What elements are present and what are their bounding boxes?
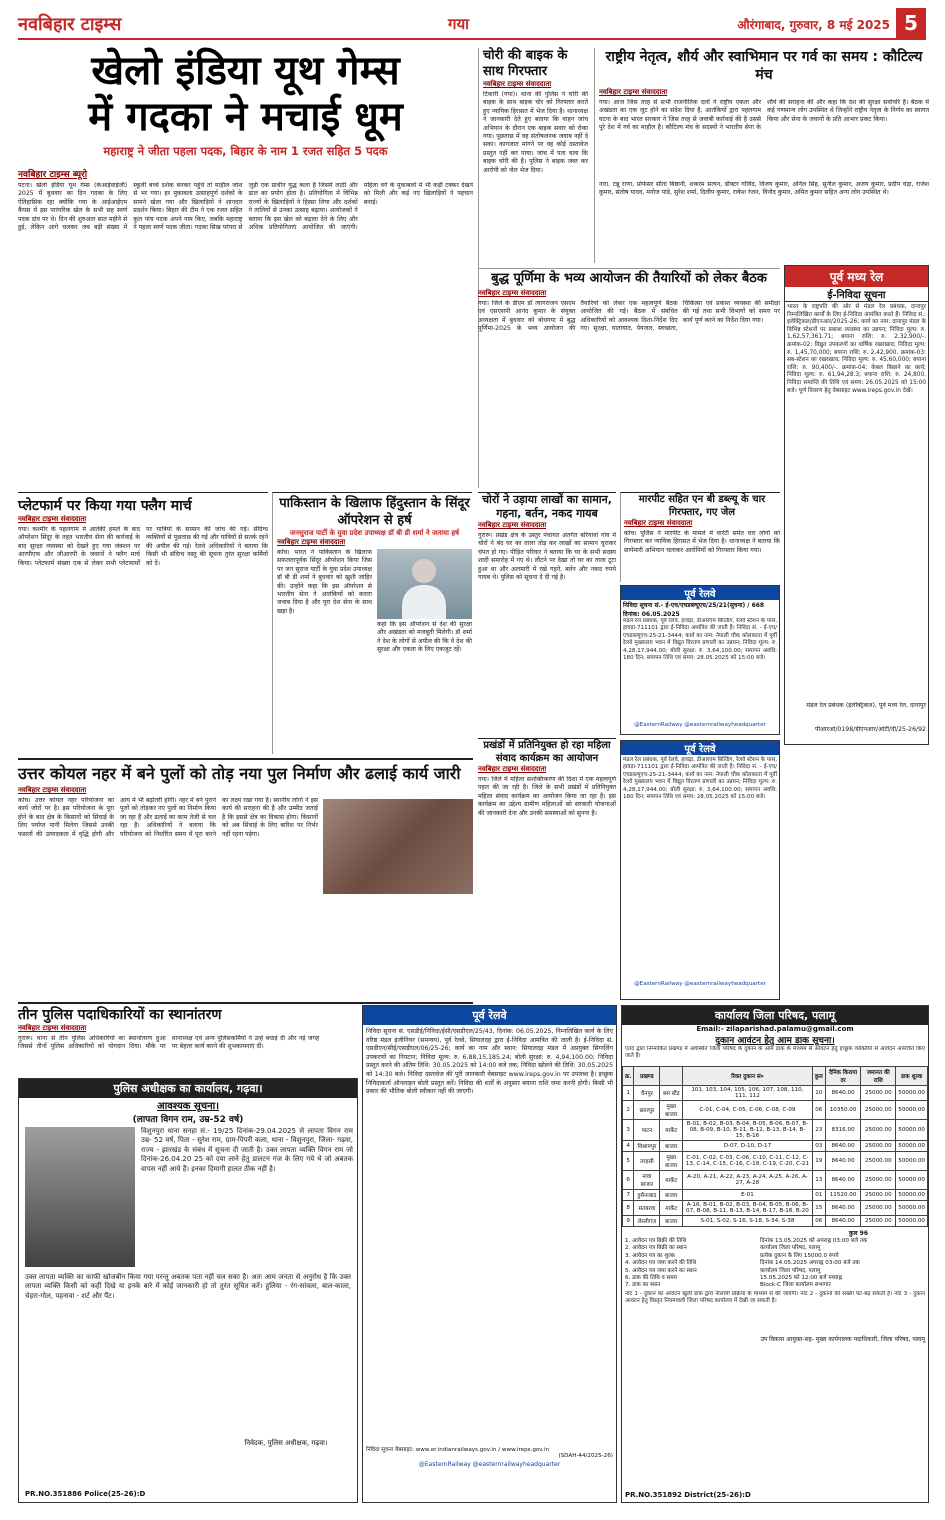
table-cell: 25000.00: [861, 1101, 896, 1120]
lead-subhead: महाराष्ट्र ने जीता पहला पदक, बिहार के नाम 1 रजत सहित 5 पदक: [103, 144, 388, 158]
canal-headline: उत्तर कोयल नहर में बने पुलों को तोड़ नया पुल निर्माण और ढलाई कार्य जारी: [18, 764, 461, 783]
table-cell: मुख्य बाजार: [660, 1152, 683, 1171]
er1-date: दिनांक: 06.05.2025: [623, 611, 680, 618]
table-cell: बस स्टैंड: [660, 1086, 683, 1101]
table-header: कुल: [812, 1067, 825, 1086]
table-cell: C-01, C-04, C-05, C-06, C-08, C-09: [683, 1101, 813, 1120]
er1b-body: मंडल रेल प्रबंधक, पूर्व रेलवे, हावड़ा, डीआरएम बिल्डिंग, रेलवे स्टेशन के पास, हावड़ा-711101 द्वारा ई-निविदा आमंत्रित की जाती है। निविदा सं. - ई-एच/एचडब्ल्यूएच-25-21-3444; कार्य का नाम: नेपाली चौक कोलकाता में पूर्वी रेलवे मुख्यालय भवन में विद्युत विरतण प्रणाली का उन्नयन; निविदा मूल्य: रु. 4,28,17,944.00; बोली सुरक्षा: रु. 3,64,100.00; समापन अवधि: 180 दिन; समापन तिथि एवं समय: 28.05.2025 को 15:00 बजे।: [623, 757, 777, 801]
person-icon: [412, 559, 436, 583]
table-cell: 50000.00: [896, 1190, 928, 1201]
palamu-schedule: [622, 1237, 928, 1291]
schedule-label: 7. डाक का स्थान: [625, 1282, 661, 1289]
table-cell: 8640.00: [825, 1152, 861, 1171]
missing-pr: PR.NO.351886 Police(25-26):D: [25, 1490, 146, 1498]
palamu-total: कुल 96: [848, 1230, 868, 1237]
missing-person-ad: [18, 1078, 358, 1503]
er2-pr: (SDAH-44/2025-26): [558, 1453, 613, 1459]
table-cell: 25000.00: [861, 1201, 896, 1216]
canal-story: [18, 758, 473, 998]
table-cell: 8640.00: [825, 1086, 861, 1101]
table-row: [623, 1086, 928, 1101]
table-cell: 01: [812, 1190, 825, 1201]
pakistan-headline: पाकिस्तान के खिलाफ हिंदुस्तान के सिंदूर ऑपरेशन से हर्ष: [279, 496, 470, 528]
schedule-value: दिनांक 13.05.2025 को अपराह्न 03:00 बजे तक: [760, 1238, 868, 1244]
leadership-headline: राष्ट्रीय नेतृत्व, शौर्य और स्वाभिमान पर गर्व का समय : कौटिल्य मंच: [605, 49, 923, 83]
table-cell: A-20, A-21, A-22, A-23, A-24, A-25, A-26, A-27, A-28: [683, 1171, 813, 1190]
arrest-body: कोंच। पुलिस ने मारपीट के मामले में वारंटी समेत चार लोगों को गिरफ्तार कर न्यायिक हिरासत में भेज दिया है। थानाध्यक्ष ने बताया कि छापेमारी अभियान चलाकर आरोपियों को गिरफ्तार किया गया।: [624, 530, 780, 554]
table-cell: 8316.00: [825, 1120, 861, 1141]
eastern-railway-ad-2: [362, 1005, 617, 1503]
table-cell: 7: [623, 1190, 634, 1201]
platform-body: गया। कश्मीर के पहलगाम में आतंकी हमले के बाद ऑपरेशन सिंदूर के तहत भारतीय सेना की कार्रवाई के बाद सुरक्षा व्यवस्था को देखते हुए गया जंक्शन पर आरपीएफ और जीआरपी के जवानों ने फ्लैग मार्च किया। प्लेटफार्म संख्या एक से लेकर सभी प्लेटफार्मों पर यात्रियों के सामान की जांच की गई। संदिग्ध व्यक्तियों से पूछताछ की गई और यात्रियों से सतर्क रहने की अपील की गई। रेलवे अधिकारियों ने बताया कि किसी भी संदिग्ध वस्तु की सूचना तुरंत सुरक्षा कर्मियों को दें।: [18, 526, 268, 567]
table-row: [623, 1216, 928, 1227]
arrest-headline: मारपीट सहित एन बी डब्ल्यू के चार गिरफ्तार, गए जेल: [638, 494, 766, 518]
table-cell: 50000.00: [896, 1171, 928, 1190]
theft-body: गुरारू। प्रखंड क्षेत्र के उस्तुर पंचायत अंतर्गत बरियावां गांव में चोरों ने बंद घर का ताला तोड़ कर लाखों का सामान चुराकर चंपत हो गए। पीड़ित परिवार ने बताया कि घर के सभी सदस्य शादी समारोह में गए थे। लौटने पर देखा तो घर का ताला टूटा हुआ था और अलमारी में रखे गहने, बर्तन और नकद रुपये गायब थे। पुलिस को सूचना दे दी गई है।: [478, 532, 616, 582]
table-cell: 03: [812, 1141, 825, 1152]
table-row: [623, 1152, 928, 1171]
table-cell: हुसैनाबाद: [634, 1190, 660, 1201]
schedule-label: 6. डाक की तिथि व समय: [625, 1275, 677, 1282]
palamu-office: कार्यालय जिला परिषद, पलामू: [622, 1006, 928, 1025]
schedule-row: [625, 1268, 925, 1275]
leadership-names: नारा, टन्नू राणा, प्रोफेसर सीता बिष्ठानी, शकरम सत्यन, डॉक्टर गोविंद, विजय कुमार, अनिल सिंह, सुनील कुमार, अजय कुमार, प्रदीप चंद्रा, राजेश कुमार, संतोष यादव, मनोज पांडे, सुरेश शर्मा, दिलीप कुमार, राकेश रंजन, विनोद कुमार, अमित कुमार सहित अन्य लोग उपस्थित थे।: [599, 181, 929, 197]
table-cell: E-01: [683, 1190, 813, 1201]
er1-body: मंडल रेल प्रबंधक, पूर्व रेलवे, हावड़ा, डीआरएम बिल्डिंग, रेलवे स्टेशन के पास, हावड़ा-711101 द्वारा ई-निविदा आमंत्रित की जाती है। निविदा सं. - ई-एच/एचडब्ल्यूएच-25-21-3444; कार्य का नाम: नेपाली चौक कोलकाता में पूर्वी रेलवे मुख्यालय भवन में विद्युत विरतण प्रणाली का उन्नयन; निविदा मूल्य: रु. 4,28,17,944.00; बोली सुरक्षा: रु. 3,64,100.00; समापन अवधि: 180 दिन; समापन तिथि एवं समय: 28.05.2025 को 15:00 बजे।: [623, 618, 777, 662]
table-header: दैनिक किराया दर: [825, 1067, 861, 1086]
buddha-body: गया। जिले के डीएम डॉ त्यागराजन एसएम एवं एसएसपी आनंद कुमार के संयुक्त अध्यक्षता में बुधवार को बोधगया में बुद्ध पूर्णिमा-2025 के भव्य आयोजन की तैयारियों को लेकर एक महत्वपूर्ण बैठक आयोजित की गई। बैठक में संबंधित अधिकारियों को आवश्यक दिशा-निर्देश दिए गए। सुरक्षा, यातायात, पेयजल, स्वच्छता, चिकित्सा एवं प्रकाश व्यवस्था की समीक्षा की गई तथा सभी विभागों को समय पर कार्य पूर्ण करने का निर्देश दिया गया।: [478, 300, 780, 333]
table-cell: छतरपुर: [634, 1101, 660, 1120]
table-cell: 5: [623, 1152, 634, 1171]
table-cell: C-01, C-02, C-03, C-06, C-10, C-11, C-12, C-13, C-14, C-15, C-16, C-18, C-19, C-20, C-21: [683, 1152, 813, 1171]
schedule-row: [625, 1260, 925, 1267]
table-cell: मार्केट: [660, 1201, 683, 1216]
schedule-label: 2. आवेदन पत्र बिक्री का स्थान: [625, 1245, 687, 1252]
canal-photo: [323, 799, 473, 894]
er2-footer: @EasternRailway @easternrailwayheadquarter: [418, 1461, 561, 1468]
palamu-ad: [621, 1005, 929, 1503]
table-cell: 2: [623, 1101, 634, 1120]
missing-notice: आवश्यक सूचना।: [156, 1101, 220, 1112]
table-cell: 25000.00: [861, 1152, 896, 1171]
missing-sign: निवेदक, पुलिस अधीक्षक, गढ़वा।: [244, 1439, 328, 1447]
table-cell: 06: [812, 1101, 825, 1120]
palamu-heading: दुकान आवंटन हेतु आम डाक सूचना।: [715, 1036, 835, 1046]
table-row: [623, 1171, 928, 1190]
ecr-body: भारत के राष्ट्रपति की ओर से मंडल रेल प्रबंधक, दानापुर निम्नलिखित कार्यों के लिए ई-निविदा आमंत्रित करते हैं। निविदा सं.: इलेक्ट्रिकल/डीएनआर/2025-26; कार्य का नाम: दानापुर मंडल के विभिन्न स्टेशनों पर प्रकाश व्यवस्था का उन्नयन; निविदा मूल्य: रु. 1,62,57,361.71; बयाना राशि: रु. 2,32,900/-. क्रमांक-02: विद्युत उपकरणों का वार्षिक रखरखाव; निविदा मूल्य: रु. 1,45,70,000; बयाना राशि: रु. 2,42,900. क्रमांक-03: सब-स्टेशन का रखरखाव; निविदा मूल्य: रु. 45,60,000; बयाना राशि: रु. 90,400/-. क्रमांक-04: केबल बिछाने का कार्य; निविदा मूल्य: रु. 61,94,28.3; बयाना राशि: रु. 24,800. निविदा समाप्ति की तिथि एवं समय: 26.05.2025 को 15:00 बजे। पूर्ण विवरण हेतु वेबसाइट www.ireps.gov.in देखें।: [787, 304, 926, 394]
table-cell: बाजार: [660, 1216, 683, 1227]
table-cell: 25000.00: [861, 1190, 896, 1201]
er2-title: पूर्व रेलवे: [363, 1006, 616, 1025]
training-story: [478, 738, 616, 1003]
table-cell: 50000.00: [896, 1201, 928, 1216]
schedule-value: Block-C जिला कार्यालय सभागार: [760, 1282, 831, 1289]
table-cell: 6: [623, 1171, 634, 1190]
table-cell: 25000.00: [861, 1120, 896, 1141]
table-cell: पाटन: [634, 1120, 660, 1141]
table-cell: 3: [623, 1120, 634, 1141]
table-header: [660, 1067, 683, 1086]
table-cell: 8640.00: [825, 1201, 861, 1216]
table-cell: 50000.00: [896, 1216, 928, 1227]
eastern-railway-ad-1: [620, 585, 780, 735]
pakistan-subhead: जनसुराज पार्टी के युवा प्रदेश उपाध्यक्ष डॉ बी डी शर्मा ने जताया हर्ष: [289, 529, 460, 537]
table-cell: सतबरवा: [634, 1201, 660, 1216]
schedule-value: 15.05.2025 को 12:00 बजे मध्याह्न: [760, 1275, 842, 1282]
table-cell: 11520.00: [825, 1190, 861, 1201]
palamu-pr: PR.NO.351892 District(25-26):D: [625, 1491, 751, 1499]
table-cell: A-16, B-01, B-02, B-03, B-04, B-05, B-06, B-07, B-08, B-11, B-13, B-14, B-17, B-18, B-20: [683, 1201, 813, 1216]
buddha-story: [478, 268, 780, 490]
buddha-byline: नवबिहार टाइम्स संवाददाता: [478, 289, 547, 297]
table-cell: 50000.00: [896, 1101, 928, 1120]
table-row: [623, 1190, 928, 1201]
er2-site: निविदा सूचना वेबसाइट: www.er.indianrailways.gov.in / www.ireps.gov.in: [366, 1447, 550, 1453]
er1b-footer: @EasternRailway @easternrailwayheadquarter: [634, 981, 766, 987]
platform-byline: नवबिहार टाइम्स संवाददाता: [18, 515, 87, 523]
schedule-value: कार्यालय जिला परिषद, पलामू: [760, 1245, 821, 1252]
palamu-notes: नोट 1 - दुकान का आवंटन खुली डाक द्वारा नीलामी प्रक्रिया के माध्यम से की जायेगी। नोट 2 - दुकानों की संख्या घट-बढ़ सकती है। नोट 3 - दुकान आवंटन हेतु विस्तृत नियमावली जिला परिषद कार्यालय में देखी जा सकती है।: [625, 1290, 925, 1305]
dateline: औरंगाबाद, गुरुवार, 8 मई 2025: [737, 18, 890, 32]
table-cell: बाजार: [660, 1141, 683, 1152]
table-cell: 4: [623, 1141, 634, 1152]
table-header: रिक्त दुकान सं०: [683, 1067, 813, 1086]
pakistan-story: [272, 492, 472, 754]
table-cell: 25000.00: [861, 1141, 896, 1152]
er1-title: पूर्व रेलवे: [621, 586, 779, 600]
table-cell: चैनपुर: [634, 1086, 660, 1101]
transfer-body: गुरारू। थाना से तीन पुलिस अधिकारियों का स्थानांतरण हुआ जिससे तीनों पुलिस अधिकारियों को योगदान दिया। मौके पर थानाध्यक्ष एवं अन्य पुलिसकर्मियों ने उन्हें बधाई दी और नई जगह पर बेहतर कार्य करने की शुभकामनाएं दीं।: [18, 1035, 320, 1051]
table-header: क्र.: [623, 1067, 634, 1086]
table-cell: 19: [812, 1152, 825, 1171]
er2-body: निविदा सूचना सं. एसडीई/निविदा/ईसी/एसडीएल/25/43, दिनांक: 06.05.2025, निम्नलिखित कार्य के लिए वरिष्ठ मंडल इंजीनियर (समन्वय), पूर्व रेलवे, सियालदह द्वारा ई-निविदा आमंत्रित की जाती है। ई-निविदा सं. एसडीएन/सीई/एसडीएल/06/25-26; कार्य का नाम और स्थान: सियालदह मंडल में अप्रयुक्त सिग्नलिंग उपकरणों का निपटान; निविदा मूल्य: रु. 6,88,15,185.24; बोली सुरक्षा: रु. 4,94,100.00; निविदा प्रस्तुत करने की अंतिम तिथि: 30.05.2025 को 14:00 बजे तक; निविदा खोलने की तिथि: 30.05.2025 को 14:30 बजे। निविदा दस्तावेज की पूरी जानकारी वेबसाइट www.ireps.gov.in पर उपलब्ध है। इच्छुक निविदाकर्ता ऑनलाइन बोली प्रस्तुत करें। निविदा की शर्तों के अनुसार बयाना राशि जमा करनी होगी। किसी भी प्रकार की भौतिक बोली स्वीकार नहीं की जाएगी।: [366, 1028, 613, 1096]
table-cell: 1: [623, 1086, 634, 1101]
pakistan-byline: नवबिहार टाइम्स संवाददाता: [277, 538, 346, 546]
er1b-title: पूर्व रेलवे: [621, 741, 779, 755]
lead-headline-2: में गदका ने मचाई धूम: [88, 94, 403, 140]
palamu-intro: एतद द्वारा निम्नांकित प्रखण्ड में अवस्थित जिला परिषद के दुकान के आम डाक के माध्यम से आवंटन हेतु इच्छुक व्यक्तियों से आवेदन आमंत्रित किए जाते हैं।: [625, 1046, 925, 1060]
table-cell: 8640.00: [825, 1171, 861, 1190]
canal-body: कोंच। उत्तर कोयल नहर परियोजना का कार्य जोरों पर है। इस परियोजना के पूरा होने के बाद क्षेत्र के किसानों को सिंचाई के लिए पर्याप्त पानी मिलेगा जिससे उनकी फसलों की उत्पादकता में वृद्धि होगी और आय में भी बढ़ोतरी होगी। नहर में बने पुराने पुलों को तोड़कर नए पुलों का निर्माण किया जा रहा है और ढलाई का काम तेजी से चल रहा है। अधिकारियों ने बताया कि परियोजना को निर्धारित समय में पूरा करने का लक्ष्य रखा गया है। स्थानीय लोगों ने इस कार्य की सराहना की है और उम्मीद जताई है कि इससे क्षेत्र का विकास होगा। किसानों को अब सिंचाई के लिए बारिश पर निर्भर नहीं रहना पड़ेगा।: [18, 797, 318, 838]
canal-byline: नवबिहार टाइम्स संवाददाता: [18, 786, 87, 794]
ecr-sign: मंडल रेल प्रबंधक (इलेक्ट्रिकल), पूर्व मध्य रेल, दानापुर: [806, 702, 926, 709]
theft-headline: चोरों ने उड़ाया लाखों का सामान, गहना, बर्तन, नकद गायब: [482, 493, 612, 520]
lead-story: [18, 48, 473, 488]
er1-footer: @EasternRailway @easternrailwayheadquarter: [634, 722, 766, 728]
lead-byline: नवबिहार टाइम्स ब्यूरो: [18, 170, 88, 180]
schedule-row: [625, 1282, 925, 1289]
table-cell: तरहसी: [634, 1152, 660, 1171]
transfer-headline: तीन पुलिस पदाधिकारियों का स्थानांतरण: [18, 1007, 222, 1023]
bike-body: टिकारी (गया)। थाना की पुलिस ने चोरी की बाइक के साथ बाइक चोर को गिरफ्तार करते हुए न्यायिक हिरासत में भेज दिया है। थानाध्यक्ष ने जानकारी देते हुए बताया कि वाहन जांच अभियान के दौरान एक बाइक सवार को रोका गया। पूछताछ में वह संतोषजनक जवाब नहीं दे सका। कागजात मांगने पर वह कोई दस्तावेज प्रस्तुत नहीं कर पाया। जांच में पता चला कि बाइक चोरी की है। पुलिस ने बाइक जब्त कर आरोपी को जेल भेज दिया।: [483, 91, 588, 174]
table-cell: 9: [623, 1216, 634, 1227]
portrait-photo: [377, 549, 472, 619]
buddha-headline: बुद्ध पूर्णिमा के भव्य आयोजन की तैयारियों को लेकर बैठक: [491, 271, 767, 286]
table-cell: मार्केट: [660, 1171, 683, 1190]
training-headline: प्रखंडों में प्रतिनियुक्त हो रहा महिला संवाद कार्यक्रम का आयोजन: [483, 740, 611, 764]
table-cell: 25000.00: [861, 1216, 896, 1227]
table-cell: 10: [812, 1086, 825, 1101]
leadership-body: गया। आज जिस तरह से सभी राजनीतिक दलों ने राष्ट्रीय एकता और अखंडता का एक जुट होने का संदेश दिया है, आतंकियों द्वारा पहलगाम घटना के बाद भारत सरकार ने जिस तरह से जवाबी कार्रवाई की है उससे पूरे देश में गर्व का माहौल है। कौटिल्य मंच के सदस्यों ने भारतीय सेना के शौर्य की सराहना की और कहा कि देश की सुरक्षा सर्वोपरि है। बैठक में कई गणमान्य लोग उपस्थित थे जिन्होंने राष्ट्रीय नेतृत्व के निर्णय का स्वागत किया और सेना के जवानों के प्रति आभार प्रकट किया।: [599, 99, 929, 132]
shop-table: [622, 1066, 928, 1227]
table-cell: 8640.00: [825, 1141, 861, 1152]
table-row: [623, 1201, 928, 1216]
palamu-email: Email:- zilaparishad.palamu@gmail.com: [696, 1025, 854, 1033]
lead-body: पटना। खेलो इंडिया यूथ गेम्स (केआईवाईजी) 2025 में बुधवार का दिन गदका के लिए ऐतिहासिक रहा क्योंकि गया के आईआईएम कैंपस में इस पारंपरिक खेल के सभी छह स्वर्ण पदक दांव पर थे। दिन की शुरुआत सात महीने से हुई, लेकिन आगे चलकर जब बड़ी संख्या में स्कूली बच्चे दर्शक बनकर पहुंचे तो माहौल जोश से भर गया। हर मुकाबला उत्साहपूर्ण दर्शकों के सामने खेला गया और खिलाड़ियों ने शानदार प्रदर्शन किया। बिहार की टीम ने एक रजत सहित कुल पांच पदक अपने नाम किए, जबकि महाराष्ट्र ने पहला स्वर्ण पदक जीता। गदका सिख परंपरा से जुड़ी एक प्राचीन युद्ध कला है जिसमें लाठी और ढाल का प्रयोग होता है। प्रतियोगिता में विभिन्न राज्यों के खिलाड़ियों ने हिस्सा लिया और दर्शकों ने तालियों से उनका उत्साह बढ़ाया। आयोजकों ने बताया कि इस खेल को बढ़ावा देने के लिए और अधिक प्रतियोगिताएं आयोजित की जाएंगी। महिला वर्ग के मुकाबलों में भी कड़ी टक्कर देखने को मिली और कई नए खिलाड़ियों ने पहचान बनाई।: [18, 182, 473, 232]
transfer-byline: नवबिहार टाइम्स संवाददाता: [18, 1024, 87, 1032]
missing-office: पुलिस अधीक्षक का कार्यालय, गढ़वा।: [19, 1079, 357, 1098]
training-byline: नवबिहार टाइम्स संवाददाता: [478, 765, 547, 773]
table-cell: नावा बाजार: [634, 1171, 660, 1190]
schedule-label: 3. आवेदन पत्र का शुल्क: [625, 1252, 675, 1259]
table-cell: B-01, B-02, B-03, B-04, B-05, B-06, B-07, B-08, B-09, B-10, B-11, B-12, B-13, B-14, B-15, B-16: [683, 1120, 813, 1141]
pakistan-caption: कहा कि इस ऑपरेशन से देश की सुरक्षा और अखंडता को मजबूती मिलेगी। डॉ शर्मा ने देश के लोगों से अपील की कि वे देश की सुरक्षा और एकता के लिए एकजुट रहें।: [377, 621, 472, 654]
table-row: [623, 1120, 928, 1141]
theft-story: [478, 492, 616, 728]
table-cell: 06: [812, 1216, 825, 1227]
table-header: जमानत की राशि: [861, 1067, 896, 1086]
table-cell: 25000.00: [861, 1086, 896, 1101]
table-cell: 8: [623, 1201, 634, 1216]
ecr-pr: पीआरओ/0198/डीएनआर/ओटी/दी/25-26/92: [815, 726, 926, 733]
ecr-title: पूर्व मध्य रेल: [785, 266, 928, 287]
table-cell: 101, 103, 104, 105, 106, 107, 108, 110, 111, 112: [683, 1086, 813, 1101]
table-cell: विश्रामपुर: [634, 1141, 660, 1152]
table-cell: D-07, D-10, D-17: [683, 1141, 813, 1152]
leadership-story: [594, 48, 929, 263]
table-cell: 8640.00: [825, 1216, 861, 1227]
table-cell: 15: [812, 1201, 825, 1216]
table-cell: 25000.00: [861, 1171, 896, 1190]
section-name: गया: [448, 15, 470, 33]
theft-byline: नवबिहार टाइम्स संवाददाता: [478, 521, 547, 529]
leadership-byline: नवबिहार टाइम्स संवाददाता: [599, 88, 668, 96]
table-cell: 50000.00: [896, 1141, 928, 1152]
table-header: प्रखण्ड: [634, 1067, 660, 1086]
table-cell: मुख्य बाजार: [660, 1101, 683, 1120]
missing-photo: [25, 1127, 135, 1267]
paper-name: नवबिहार टाइम्स: [18, 14, 122, 35]
table-cell: 50000.00: [896, 1086, 928, 1101]
arrest-byline: नवबिहार टाइम्स संवाददाता: [624, 519, 693, 527]
schedule-value: दिनांक 14.05.2025 अपराह्न 03:00 बजे तक: [760, 1260, 860, 1267]
er1-heading: निविदा सूचना सं.- ई-एच/एचडब्ल्यूएच/25/21(सूचना) / 668: [623, 602, 765, 609]
table-cell: 10350.00: [825, 1101, 861, 1120]
schedule-value: प्रत्येक दुकान के लिए 15000.0 रुपये: [760, 1252, 839, 1259]
bike-headline: चोरी की बाइक के साथ गिरफ्तार: [483, 48, 568, 79]
missing-person: (लापता विगन राम, उम्र-52 वर्ष): [132, 1115, 244, 1125]
table-cell: बाजार: [660, 1190, 683, 1201]
ecr-subtitle: ई-निविदा सूचना: [785, 287, 928, 302]
schedule-value: कार्यालय जिला परिषद, पलामू: [760, 1267, 821, 1274]
schedule-label: 5. आवेदन पत्र जमा करने का स्थान: [625, 1267, 697, 1274]
platform-story: [18, 492, 268, 754]
schedule-label: 4. आवेदन पत्र जमा करने की तिथि: [625, 1260, 697, 1267]
lead-headline-1: खेलो इंडिया यूथ गेम्स: [91, 48, 400, 94]
table-cell: 50000.00: [896, 1120, 928, 1141]
east-central-railway-ad: [784, 265, 929, 745]
table-cell: 13: [812, 1171, 825, 1190]
table-cell: मार्केट: [660, 1120, 683, 1141]
training-body: गया। जिले में महिला सशक्तिकरण की दिशा में एक महत्वपूर्ण पहल की जा रही है। जिले के सभी प्रखंडों में प्रतिनियुक्त महिला संवाद कार्यक्रम का आयोजन किया जा रहा है। इस कार्यक्रम का उद्देश्य ग्रामीण महिलाओं को सरकारी योजनाओं की जानकारी देना और उनकी समस्याओं को सुनना है।: [478, 776, 616, 817]
arrest-story: [620, 492, 780, 582]
table-cell: S-01, S-02, S-16, S-18, S-34, S-38: [683, 1216, 813, 1227]
table-cell: 23: [812, 1120, 825, 1141]
bike-byline: नवबिहार टाइम्स संवाददाता: [483, 80, 552, 88]
eastern-railway-notice: [620, 740, 780, 1000]
table-cell: लेस्लीगंज: [634, 1216, 660, 1227]
page-number: 5: [896, 8, 926, 38]
missing-appeal: उक्त लापता व्यक्ति का काफी खोजबीन किया गया परन्तु अबतक पता नहीं चल सका है। अतः आम जनता से अनुरोध है कि उक्त लापता व्यक्ति किसी को कहीं दिखे या इनके बारे में कोई जानकारी हो तो तुरंत सूचित करें। हुलिया - रंग-सांवला, बाल-काला, चेहरा-गोल, पहनावा - शर्ट और पैंट।: [25, 1273, 351, 1300]
palamu-sign: उप विकास आयुक्त-सह- मुख्य कार्यपालक पदाधिकारी, जिला परिषद, पलामू: [760, 1335, 925, 1343]
table-header: डाक शुल्क: [896, 1067, 928, 1086]
platform-headline: प्लेटफार्म पर किया गया फ्लैग मार्च: [18, 498, 192, 514]
schedule-label: 1. आवेदन पत्र बिक्री की तिथि: [625, 1238, 687, 1244]
missing-body: विशुनपुरा थाना सनहा सं.- 19/25 दिनांक-29.04.2025 से लापता विगन राम उम्र- 52 वर्ष, पिता - सुरेश राम, ग्राम-पिपरी कला, थाना - विशुनपुरा, जिला- गढ़वा, राज्य - झारखंड के संबंध में सूचना दी जाती है। उक्त लापता व्यक्ति विगन राम जो दिनांक-26.04.20 25 को दया लाने हेतु डालटन गंज के लिए गये थे जो अबतक वापस नहीं आये हैं। इनका दिमागी हालत ठीक नहीं है।: [141, 1127, 353, 1173]
pakistan-body: कोंच। भारत ने पाकिस्तान के खिलाफ सफलतापूर्वक सिंदूर ऑपरेशन किया जिस पर जन सुराज पार्टी के युवा प्रदेश उपाध्यक्ष डॉ बी डी शर्मा ने बुधवार को खुशी जाहिर की। उन्होंने कहा कि इस ऑपरेशन से भारतीय सेना ने आतंकियों को करारा जवाब दिया है और पूरा देश सेना के साथ खड़ा है।: [277, 549, 372, 615]
table-cell: 50000.00: [896, 1152, 928, 1171]
schedule-row: [625, 1245, 925, 1252]
table-row: [623, 1101, 928, 1120]
table-row: [623, 1141, 928, 1152]
masthead: [18, 10, 926, 40]
